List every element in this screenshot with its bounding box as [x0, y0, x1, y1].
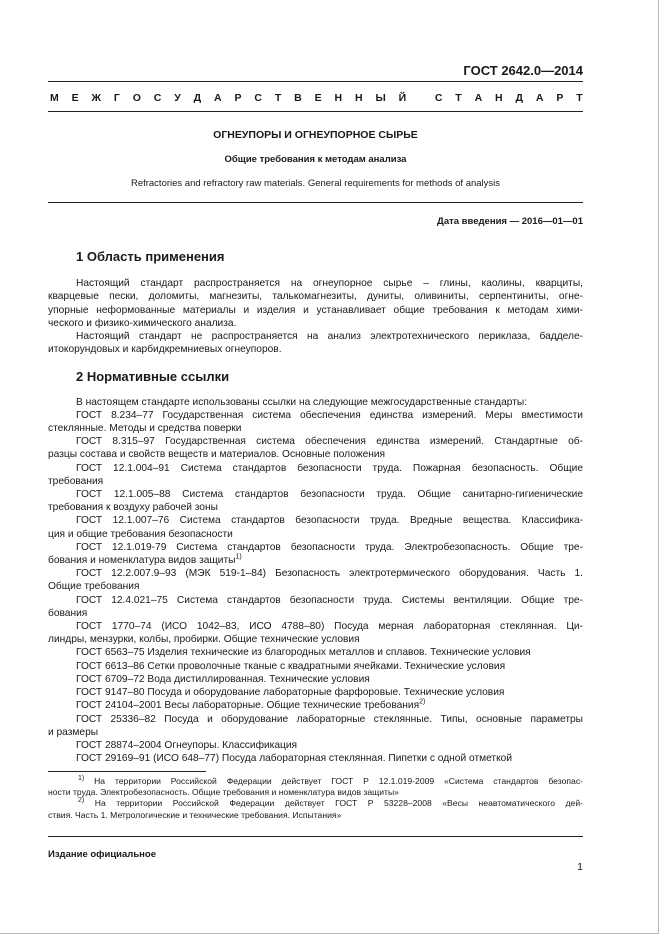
footnotes [48, 776, 583, 821]
header-rule [48, 81, 583, 82]
reference-line: ГОСТ 12.1.005–88 Система стандартов безопасности труда. Общие санитарно-гигиенические [76, 489, 583, 501]
section-2-references [48, 396, 583, 766]
paragraph-line: ческого и физико-химического анализа. [48, 317, 237, 329]
banner-letter: Ы [375, 92, 386, 104]
reference-line: ГОСТ 12.2.007.9–93 (МЭК 519-1–84) Безопасность электротермического оборудования. Часть 1. [76, 568, 583, 580]
banner-letter: Ж [91, 92, 102, 104]
banner-letter: Д [193, 92, 202, 104]
reference-line: ГОСТ 12.1.004–91 Система стандартов безопасности труда. Пожарная безопасность. Общие [76, 462, 583, 474]
banner-letter: Т [455, 92, 462, 104]
section-1-heading: 1 Область применения [76, 249, 225, 264]
reference-line: стеклянные. Методы и средства поверки [48, 423, 242, 435]
reference-line: требования [48, 475, 104, 487]
reference-line: ГОСТ 29169–91 (ИСО 648–77) Посуда лабораторная стеклянная. Пипетки с одной отметкой [76, 753, 513, 765]
reference-line: ГОСТ 6613–86 Сетки проволочные тканые с квадратными ячейками. Технические условия [76, 660, 506, 672]
reference-line: ГОСТ 8.315–97 Государственная система обеспечения единства измерений. Стандартные об- [76, 436, 583, 448]
reference-line: ГОСТ 25336–82 Посуда и оборудование лабораторные стеклянные. Типы, основные параметры [76, 713, 583, 725]
banner-letter: Й [398, 92, 407, 104]
reference-line: ГОСТ 1770–74 (ИСО 1042–83, ИСО 4788–80) Посуда мерная лабораторная стеклянная. Ци- [76, 621, 583, 633]
banner-letter: Г [113, 92, 120, 104]
banner-letter: Р [556, 92, 564, 104]
reference-line: ГОСТ 24104–2001 Весы лабораторные. Общие технические требования$^{2)}$ [76, 698, 426, 712]
banner-letter: Д [515, 92, 523, 104]
reference-line: и размеры [48, 726, 99, 738]
banner-letter: А [474, 92, 483, 104]
official-edition-label: Издание официальное [48, 849, 156, 860]
reference-line: бования и номенклатура видов защиты$^{1)}$ [48, 553, 242, 567]
banner-letter: В [294, 92, 302, 104]
reference-line: разцы состава и свойств веществ и материалов. Основные положения [48, 449, 386, 461]
reference-line: ГОСТ 8.234–77 Государственная система обеспечения единства измерений. Меры вместимости [76, 409, 583, 421]
banner-letter: Е [71, 92, 79, 104]
banner-letter: У [174, 92, 181, 104]
banner-letter: М [50, 92, 59, 104]
footnote-separator [48, 771, 206, 772]
footnote-1-cont: ности труда. Электробезопасность. Общие требования и номенклатура видов защиты» [48, 787, 399, 798]
banner-letter: Т [576, 92, 583, 104]
banner-letter: Е [314, 92, 322, 104]
banner-letter: С [254, 92, 262, 104]
footnote-1: $^{1)}$ На территории Российской Федерации действует ГОСТ Р 12.1.019-2009 «Система стандартов безопас- [78, 775, 583, 786]
paragraph-line: Настоящий стандарт не распространяется на анализ электротехнического периклаза, бадделе- [76, 331, 583, 343]
banner-letter: Н [354, 92, 363, 104]
reference-line: Общие требования [48, 581, 140, 593]
footnote-2: $^{2)}$ На территории Российской Федерации действует ГОСТ Р 53228–2008 «Весы неавтоматического дей- [78, 797, 583, 809]
page-number: 1 [577, 861, 583, 873]
banner-letter [419, 92, 422, 104]
reference-line: ГОСТ 12.1.007–76 Система стандартов безопасности труда. Вредные вещества. Классифика- [76, 515, 583, 527]
section-2-heading: 2 Нормативные ссылки [76, 369, 230, 385]
document-title: ОГНЕУПОРЫ И ОГНЕУПОРНОЕ СЫРЬЕ [213, 129, 418, 141]
footnote-ref: 2) [419, 698, 426, 706]
section-1-text [48, 277, 583, 356]
document-subtitle: Общие требования к методам анализа [224, 154, 407, 165]
english-title: Refractories and refractory raw materials. General requirements for methods of analysis [130, 178, 501, 189]
reference-line: ГОСТ 28874–2004 Огнеупоры. Классификация [76, 739, 298, 751]
reference-line: ГОСТ 12.4.021–75 Система стандартов безопасности труда. Системы вентиляции. Общие тре- [76, 594, 583, 606]
banner-letter: Р [234, 92, 242, 104]
banner-letter: Т [274, 92, 282, 104]
reference-line: ГОСТ 9147–80 Посуда и оборудование лабораторные фарфоровые. Технические условия [76, 687, 505, 699]
footnote-2-cont: ствия. Часть 1. Метрологические и технические требования. Испытания» [48, 809, 342, 820]
banner-rule [48, 111, 583, 112]
paragraph-line: упорные неформованные материалы и изделия и устанавливает общие требования к методам хими- [48, 304, 583, 316]
reference-line: требования к воздуху рабочей зоны [48, 502, 218, 514]
reference-line: ГОСТ 6563–75 Изделия технические из благородных металлов и сплавов. Технические условия [76, 647, 531, 659]
banner-letter: С [434, 92, 443, 104]
introduction-date: Дата введения — 2016—01—01 [437, 216, 583, 227]
standard-number: ГОСТ 2642.0—2014 [463, 63, 583, 78]
banner-letter: О [132, 92, 141, 104]
reference-line: бования [48, 607, 88, 619]
document-body [48, 244, 583, 765]
banner-letter: А [535, 92, 544, 104]
banner-letter: Н [334, 92, 343, 104]
paragraph-line: кварцевые пески, доломиты, магнезиты, талькомагнезиты, дуниты, оливиниты, серпентиниты, огне- [48, 291, 583, 303]
title-rule [48, 202, 583, 203]
banner-letter: А [214, 92, 222, 104]
footnote-ref: 1) [235, 553, 242, 561]
paragraph-line: Настоящий стандарт распространяется на огнеупорное сырье – глины, каолины, кварциты, [76, 278, 583, 290]
banner-letter: С [153, 92, 162, 104]
footer-rule [48, 836, 583, 837]
paragraph-line: итокорундовых и карбидкремниевых огнеупоров. [48, 344, 282, 356]
interstate-standard-banner [50, 92, 583, 104]
reference-line: линдры, мензурки, колбы, пробирки. Общие технические условия [48, 634, 360, 646]
reference-line: ГОСТ 6709–72 Вода дистиллированная. Технические условия [76, 673, 370, 685]
reference-line: ГОСТ 12.1.019-79 Система стандартов безопасности труда. Электробезопасность. Общие тре- [76, 541, 583, 553]
reference-line: В настоящем стандарте использованы ссылки на следующие межгосударственные стандарты: [76, 396, 528, 408]
reference-line: ция и общие требования безопасности [48, 528, 233, 540]
banner-letter: Н [495, 92, 503, 104]
